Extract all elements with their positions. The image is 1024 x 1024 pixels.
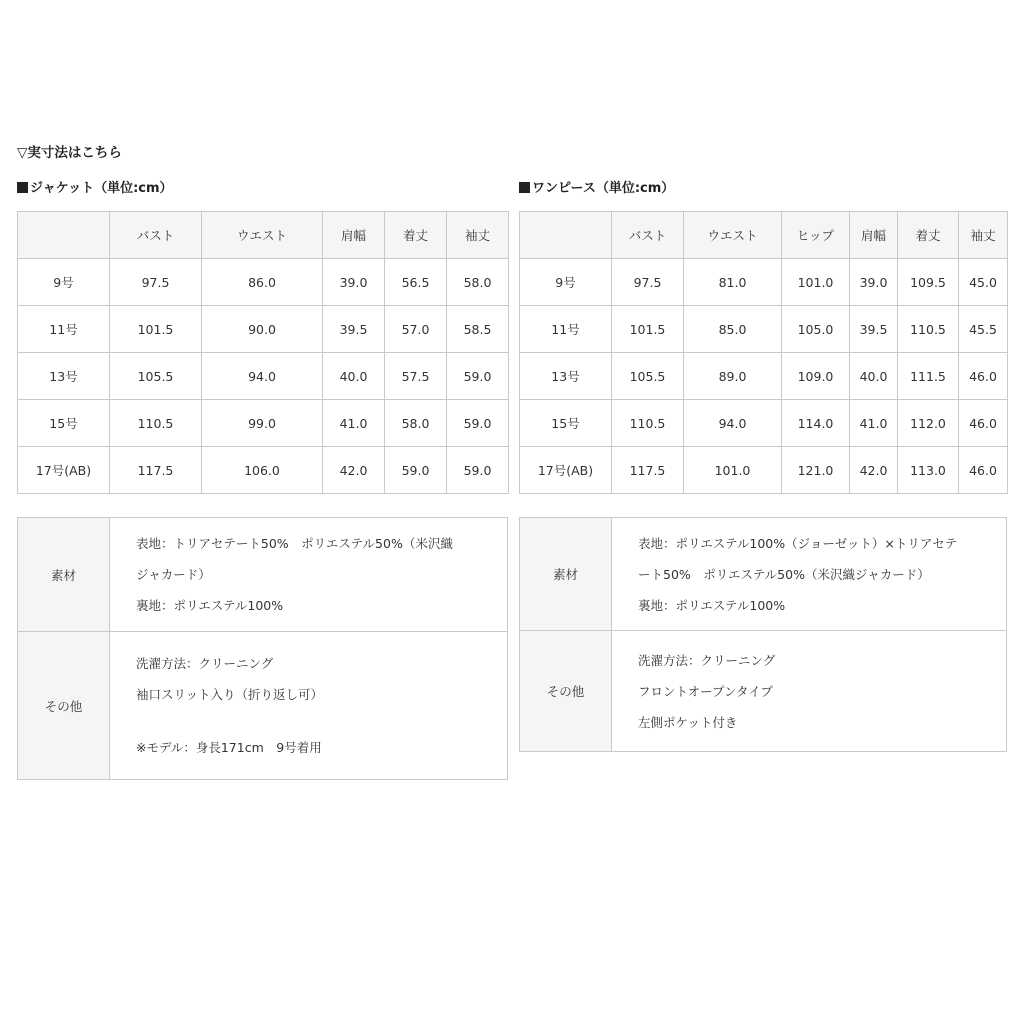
table-cell: 59.0 xyxy=(447,353,509,400)
table-cell: 45.0 xyxy=(959,259,1008,306)
other-row xyxy=(18,632,508,780)
table-cell: 105.5 xyxy=(612,353,684,400)
table-cell: 106.0 xyxy=(202,447,323,494)
onepiece-title-text: ワンピース（単位:cm） xyxy=(532,181,675,196)
other-line: 左側ポケット付き xyxy=(638,714,738,730)
table-cell: 109.0 xyxy=(782,353,850,400)
table-cell: 41.0 xyxy=(850,400,898,447)
table-cell: 121.0 xyxy=(782,447,850,494)
column-header: 袖丈 xyxy=(959,212,1008,259)
onepiece-table-title xyxy=(519,177,674,196)
size-label: 13号 xyxy=(520,353,612,400)
table-cell: 57.5 xyxy=(385,353,447,400)
material-line: 裏地：ポリエステル100% xyxy=(136,598,284,613)
jacket-title-text: ジャケット（単位:cm） xyxy=(30,181,173,196)
column-header: バスト xyxy=(110,212,202,259)
material-line: 裏地：ポリエステル100% xyxy=(638,597,786,613)
column-header: 肩幅 xyxy=(323,212,385,259)
material-line: ート50% ポリエステル50%（米沢織ジャカード） xyxy=(638,566,930,582)
table-cell: 105.0 xyxy=(782,306,850,353)
table-cell: 59.0 xyxy=(447,447,509,494)
table-header-row xyxy=(18,212,509,259)
material-label: 素材 xyxy=(520,518,612,631)
table-cell: 42.0 xyxy=(850,447,898,494)
table-cell: 58.0 xyxy=(385,400,447,447)
table-cell: 101.5 xyxy=(612,306,684,353)
table-cell: 59.0 xyxy=(385,447,447,494)
column-header: ウエスト xyxy=(202,212,323,259)
table-cell: 117.5 xyxy=(110,447,202,494)
size-label: 17号(AB) xyxy=(18,447,110,494)
table-row xyxy=(520,259,1008,306)
column-header: 肩幅 xyxy=(850,212,898,259)
table-cell: 110.5 xyxy=(612,400,684,447)
page-heading: ▽実寸法はこちら xyxy=(17,145,122,161)
square-bullet-icon xyxy=(17,182,28,193)
table-cell: 114.0 xyxy=(782,400,850,447)
table-cell: 109.5 xyxy=(898,259,959,306)
material-row xyxy=(520,518,1007,631)
size-label: 9号 xyxy=(18,259,110,306)
table-cell: 101.5 xyxy=(110,306,202,353)
table-cell: 58.0 xyxy=(447,259,509,306)
table-cell: 46.0 xyxy=(959,447,1008,494)
onepiece-info-table xyxy=(519,517,1007,752)
table-row xyxy=(18,259,509,306)
table-cell: 42.0 xyxy=(323,447,385,494)
column-header: バスト xyxy=(612,212,684,259)
table-cell: 111.5 xyxy=(898,353,959,400)
table-cell: 101.0 xyxy=(684,447,782,494)
other-label: その他 xyxy=(18,632,110,780)
other-value xyxy=(110,632,508,780)
table-cell: 94.0 xyxy=(684,400,782,447)
table-cell: 45.5 xyxy=(959,306,1008,353)
table-row xyxy=(520,447,1008,494)
table-cell: 39.0 xyxy=(323,259,385,306)
table-cell: 39.5 xyxy=(323,306,385,353)
size-label: 11号 xyxy=(18,306,110,353)
other-line: 袖口スリット入り（折り返し可） xyxy=(136,687,324,702)
table-row xyxy=(18,306,509,353)
table-cell: 86.0 xyxy=(202,259,323,306)
column-header: 着丈 xyxy=(898,212,959,259)
size-label: 11号 xyxy=(520,306,612,353)
table-cell: 89.0 xyxy=(684,353,782,400)
table-row xyxy=(520,306,1008,353)
onepiece-size-table xyxy=(519,211,1008,494)
table-cell: 94.0 xyxy=(202,353,323,400)
table-row xyxy=(18,400,509,447)
table-cell: 57.0 xyxy=(385,306,447,353)
size-label: 15号 xyxy=(18,400,110,447)
table-cell: 112.0 xyxy=(898,400,959,447)
other-line: 洗濯方法：クリーニング xyxy=(136,656,274,671)
material-line: 表地：ポリエステル100%（ジョーゼット）×トリアセテ xyxy=(638,535,958,551)
table-cell: 97.5 xyxy=(110,259,202,306)
corner-cell xyxy=(520,212,612,259)
table-row xyxy=(18,353,509,400)
table-cell: 40.0 xyxy=(850,353,898,400)
table-cell: 41.0 xyxy=(323,400,385,447)
column-header: 着丈 xyxy=(385,212,447,259)
other-row xyxy=(520,631,1007,752)
corner-cell xyxy=(18,212,110,259)
material-label: 素材 xyxy=(18,518,110,632)
table-cell: 58.5 xyxy=(447,306,509,353)
table-cell: 46.0 xyxy=(959,400,1008,447)
table-cell: 110.5 xyxy=(110,400,202,447)
table-cell: 85.0 xyxy=(684,306,782,353)
table-cell: 56.5 xyxy=(385,259,447,306)
table-header-row xyxy=(520,212,1008,259)
material-value xyxy=(110,518,508,632)
square-bullet-icon xyxy=(519,182,530,193)
table-cell: 39.5 xyxy=(850,306,898,353)
material-row xyxy=(18,518,508,632)
table-cell: 113.0 xyxy=(898,447,959,494)
table-cell: 99.0 xyxy=(202,400,323,447)
size-label: 9号 xyxy=(520,259,612,306)
table-cell: 46.0 xyxy=(959,353,1008,400)
material-line: ジャカード） xyxy=(136,567,211,582)
column-header: ウエスト xyxy=(684,212,782,259)
size-label: 13号 xyxy=(18,353,110,400)
material-value xyxy=(612,518,1007,631)
column-header: ヒップ xyxy=(782,212,850,259)
table-cell: 90.0 xyxy=(202,306,323,353)
table-row xyxy=(18,447,509,494)
jacket-info-table xyxy=(17,517,508,780)
other-line: フロントオープンタイプ xyxy=(638,683,773,699)
model-note: ※モデル：身長171cm 9号着用 xyxy=(136,740,322,755)
table-cell: 81.0 xyxy=(684,259,782,306)
size-label: 15号 xyxy=(520,400,612,447)
other-value xyxy=(612,631,1007,752)
table-cell: 97.5 xyxy=(612,259,684,306)
table-row xyxy=(520,353,1008,400)
table-row xyxy=(520,400,1008,447)
table-cell: 105.5 xyxy=(110,353,202,400)
table-cell: 59.0 xyxy=(447,400,509,447)
table-cell: 101.0 xyxy=(782,259,850,306)
other-label: その他 xyxy=(520,631,612,752)
jacket-table-title xyxy=(17,177,173,196)
table-cell: 40.0 xyxy=(323,353,385,400)
table-cell: 110.5 xyxy=(898,306,959,353)
size-label: 17号(AB) xyxy=(520,447,612,494)
table-cell: 117.5 xyxy=(612,447,684,494)
table-cell: 39.0 xyxy=(850,259,898,306)
jacket-size-table xyxy=(17,211,509,494)
column-header: 袖丈 xyxy=(447,212,509,259)
other-line: 洗濯方法：クリーニング xyxy=(638,652,776,668)
material-line: 表地：トリアセテート50% ポリエステル50%（米沢織 xyxy=(136,536,453,551)
